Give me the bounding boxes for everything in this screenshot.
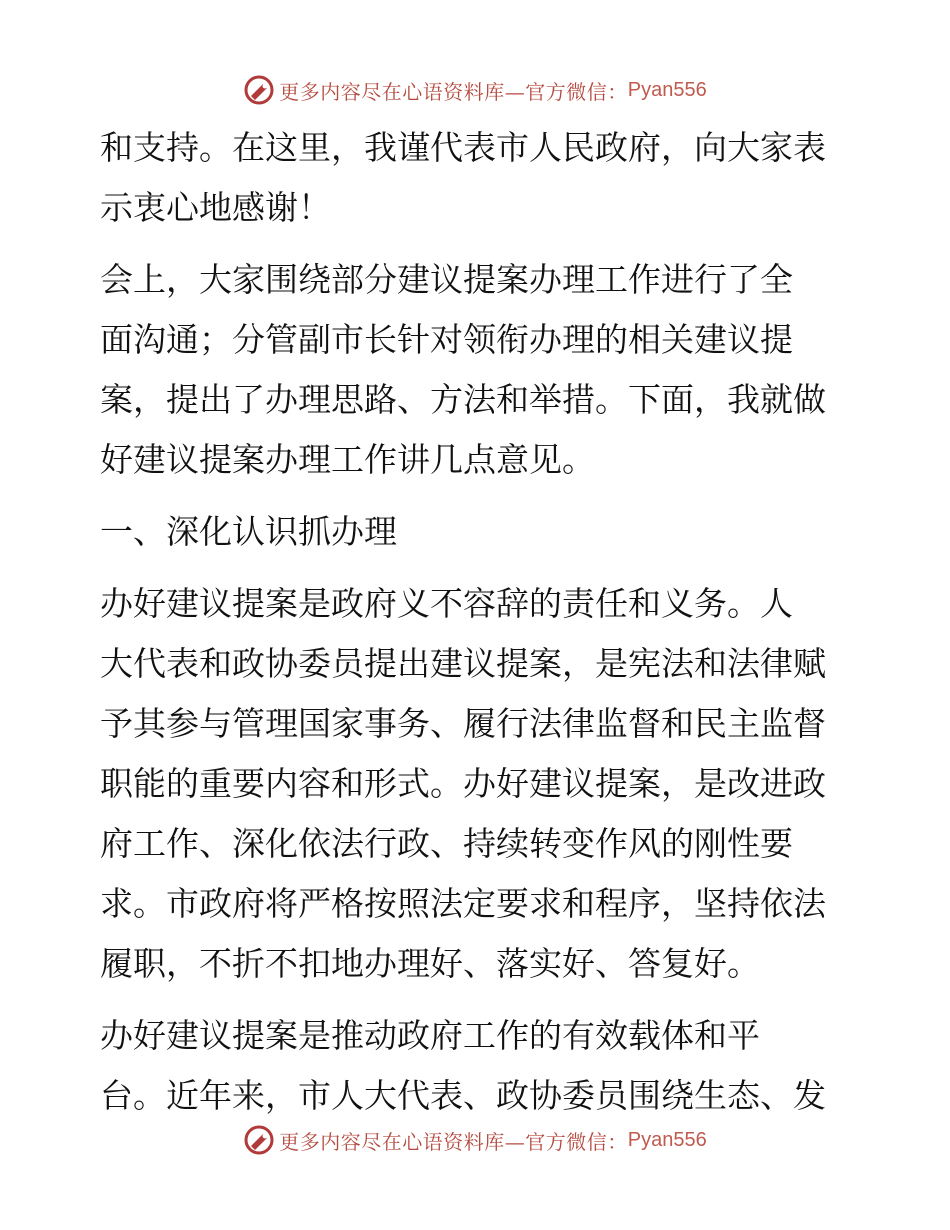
text-line: 大代表和政协委员提出建议提案，是宪法和法律赋 <box>100 644 826 683</box>
text-line: 职能的重要内容和形式。办好建议提案，是改进政 <box>100 764 826 803</box>
text-line: 办好建议提案是推动政府工作的有效载体和平 <box>100 1016 760 1055</box>
text-line: 办好建议提案是政府义不容辞的责任和义务。人 <box>100 584 793 623</box>
text-line: 台。近年来，市人大代表、政协委员围绕生态、发 <box>100 1076 826 1115</box>
section-heading: 一、深化认识抓办理 <box>100 512 397 551</box>
text-line: 好建议提案办理工作讲几点意见。 <box>100 440 595 479</box>
header-watermark <box>0 70 950 110</box>
text-line: 求。市政府将严格按照法定要求和程序，坚持依法 <box>100 884 826 923</box>
text-line: 予其参与管理国家事务、履行法律监督和民主监督 <box>100 704 826 743</box>
watermark-text: 更多内容尽在心语资料库—官方微信： <box>279 1129 628 1154</box>
text-line: 和支持。在这里，我谨代表市人民政府，向大家表 <box>100 128 826 167</box>
watermark-handle: Pyan556 <box>627 78 707 101</box>
logo-icon <box>243 1124 275 1156</box>
text-line: 府工作、深化依法行政、持续转变作风的刚性要 <box>100 824 793 863</box>
watermark-text: 更多内容尽在心语资料库—官方微信： <box>279 79 628 104</box>
document-body <box>100 118 850 1126</box>
watermark-handle: Pyan556 <box>627 1128 707 1151</box>
footer-watermark <box>0 1120 950 1160</box>
text-line: 会上，大家围绕部分建议提案办理工作进行了全 <box>100 260 793 299</box>
text-line: 示衷心地感谢！ <box>100 188 331 227</box>
text-line: 履职，不折不扣地办理好、落实好、答复好。 <box>100 944 760 983</box>
text-line: 面沟通；分管副市长针对领衔办理的相关建议提 <box>100 320 793 359</box>
logo-icon <box>243 74 275 106</box>
text-line: 案，提出了办理思路、方法和举措。下面，我就做 <box>100 380 826 419</box>
